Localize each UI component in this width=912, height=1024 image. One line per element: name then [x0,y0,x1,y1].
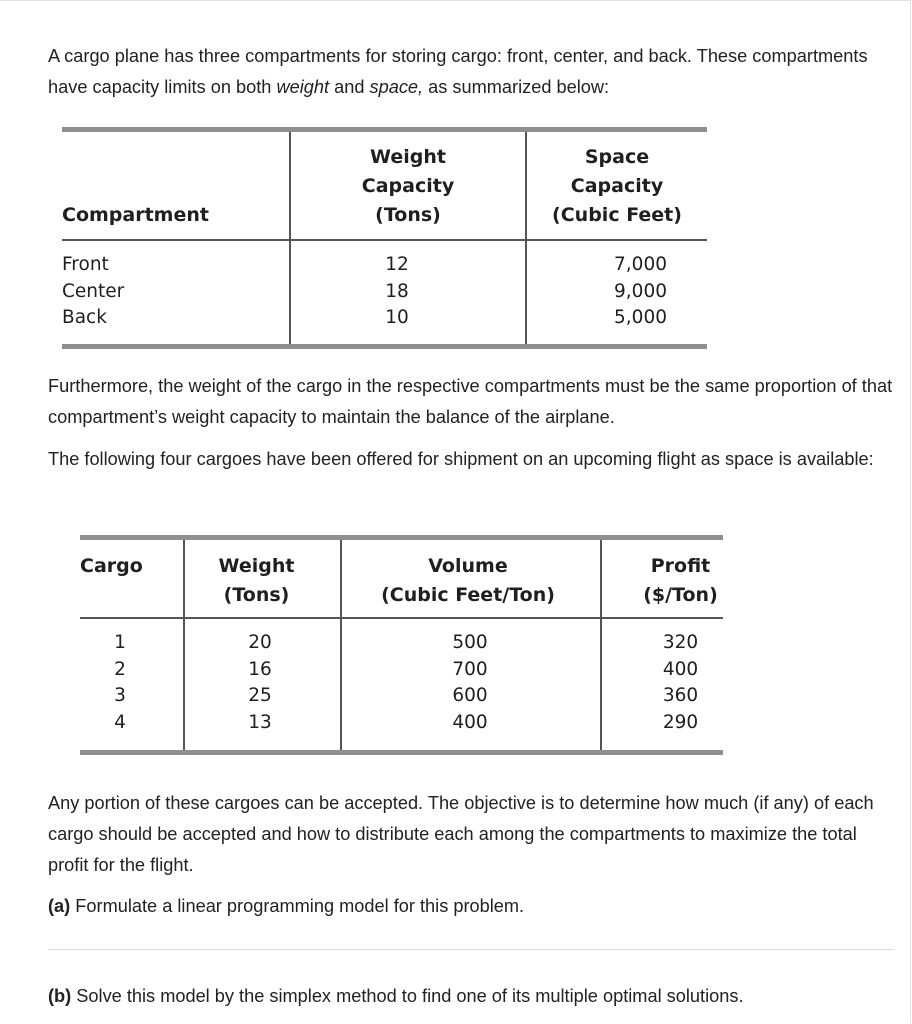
part-a-question: (a) Formulate a linear programming model for this problem. [48,896,525,916]
table-cell: 9,000 [614,280,667,302]
table-cell: 400 [662,658,699,680]
table-cell: Front [62,254,109,275]
table-cell: Back [62,307,107,328]
table1-weight-column [291,252,503,332]
table1-header-space-capacity: Space Capacity (Cubic Feet) [552,146,682,226]
table-cell: 20 [248,632,272,653]
table2-volume-column [342,630,598,736]
intro-paragraph: A cargo plane has three compartments for storing cargo: front, center, and back. These compartments have capacity limits on both weight and space, as summarized below: [48,46,868,97]
objective-paragraph: Any portion of these cargoes can be accepted. The objective is to determine how much (if any) of each cargo should be accepted and how to distribute each among the compartments to maximize the total profit for the flight. [48,793,874,875]
table2-header-profit: Profit ($/Ton) [643,555,718,606]
table-cell: 13 [248,711,272,733]
table1-compartment-column [62,252,124,332]
table-cell: 2 [114,658,126,680]
table2-cargo-column [108,630,132,736]
table-cell: 1 [114,632,126,653]
table2-top-rule [80,535,723,540]
table-cell: 4 [114,711,126,733]
table-cell: 18 [385,280,409,302]
table-cell: 16 [248,658,272,680]
table-cell: 5,000 [614,307,667,328]
table-cell: 320 [662,632,699,653]
table1-header-weight-capacity: Weight Capacity (Tons) [361,146,455,226]
table-cell: 400 [452,711,488,733]
table2-header-cargo: Cargo [80,555,143,577]
table2-profit-column [602,630,759,736]
table-cell: 290 [662,711,699,733]
table1-header-compartment: Compartment [62,204,209,226]
table2-weight-column [185,630,335,736]
table-cell: 600 [452,685,488,706]
table-cell: 700 [452,658,488,680]
table1-space-column [527,252,667,332]
offered-paragraph: The following four cargoes have been offered for shipment on an upcoming flight as space is available: [48,449,874,469]
table2-bottom-rule [80,750,723,755]
table-cell: 360 [662,685,699,706]
table1-bottom-rule [62,344,707,349]
part-b-question: (b) Solve this model by the simplex method to find one of its multiple optimal solutions. [48,986,744,1006]
table-cell: 500 [452,632,488,653]
table-cell: 12 [385,254,409,275]
table-cell: Center [62,280,125,302]
table-cell: 3 [114,685,126,706]
table2-header-rule [80,617,723,619]
section-divider [48,949,894,950]
table-cell: 10 [385,307,409,328]
table1-top-rule [62,127,707,132]
table1-header-rule [62,239,707,241]
balance-paragraph: Furthermore, the weight of the cargo in the respective compartments must be the same proportion of that compartment’s weight capacity to maintain the balance of the airplane. [48,376,893,427]
table2-header-weight: Weight (Tons) [218,555,295,606]
table2-header-volume: Volume (Cubic Feet/Ton) [381,555,555,606]
table-cell: 25 [248,685,272,706]
table-cell: 7,000 [614,254,667,275]
